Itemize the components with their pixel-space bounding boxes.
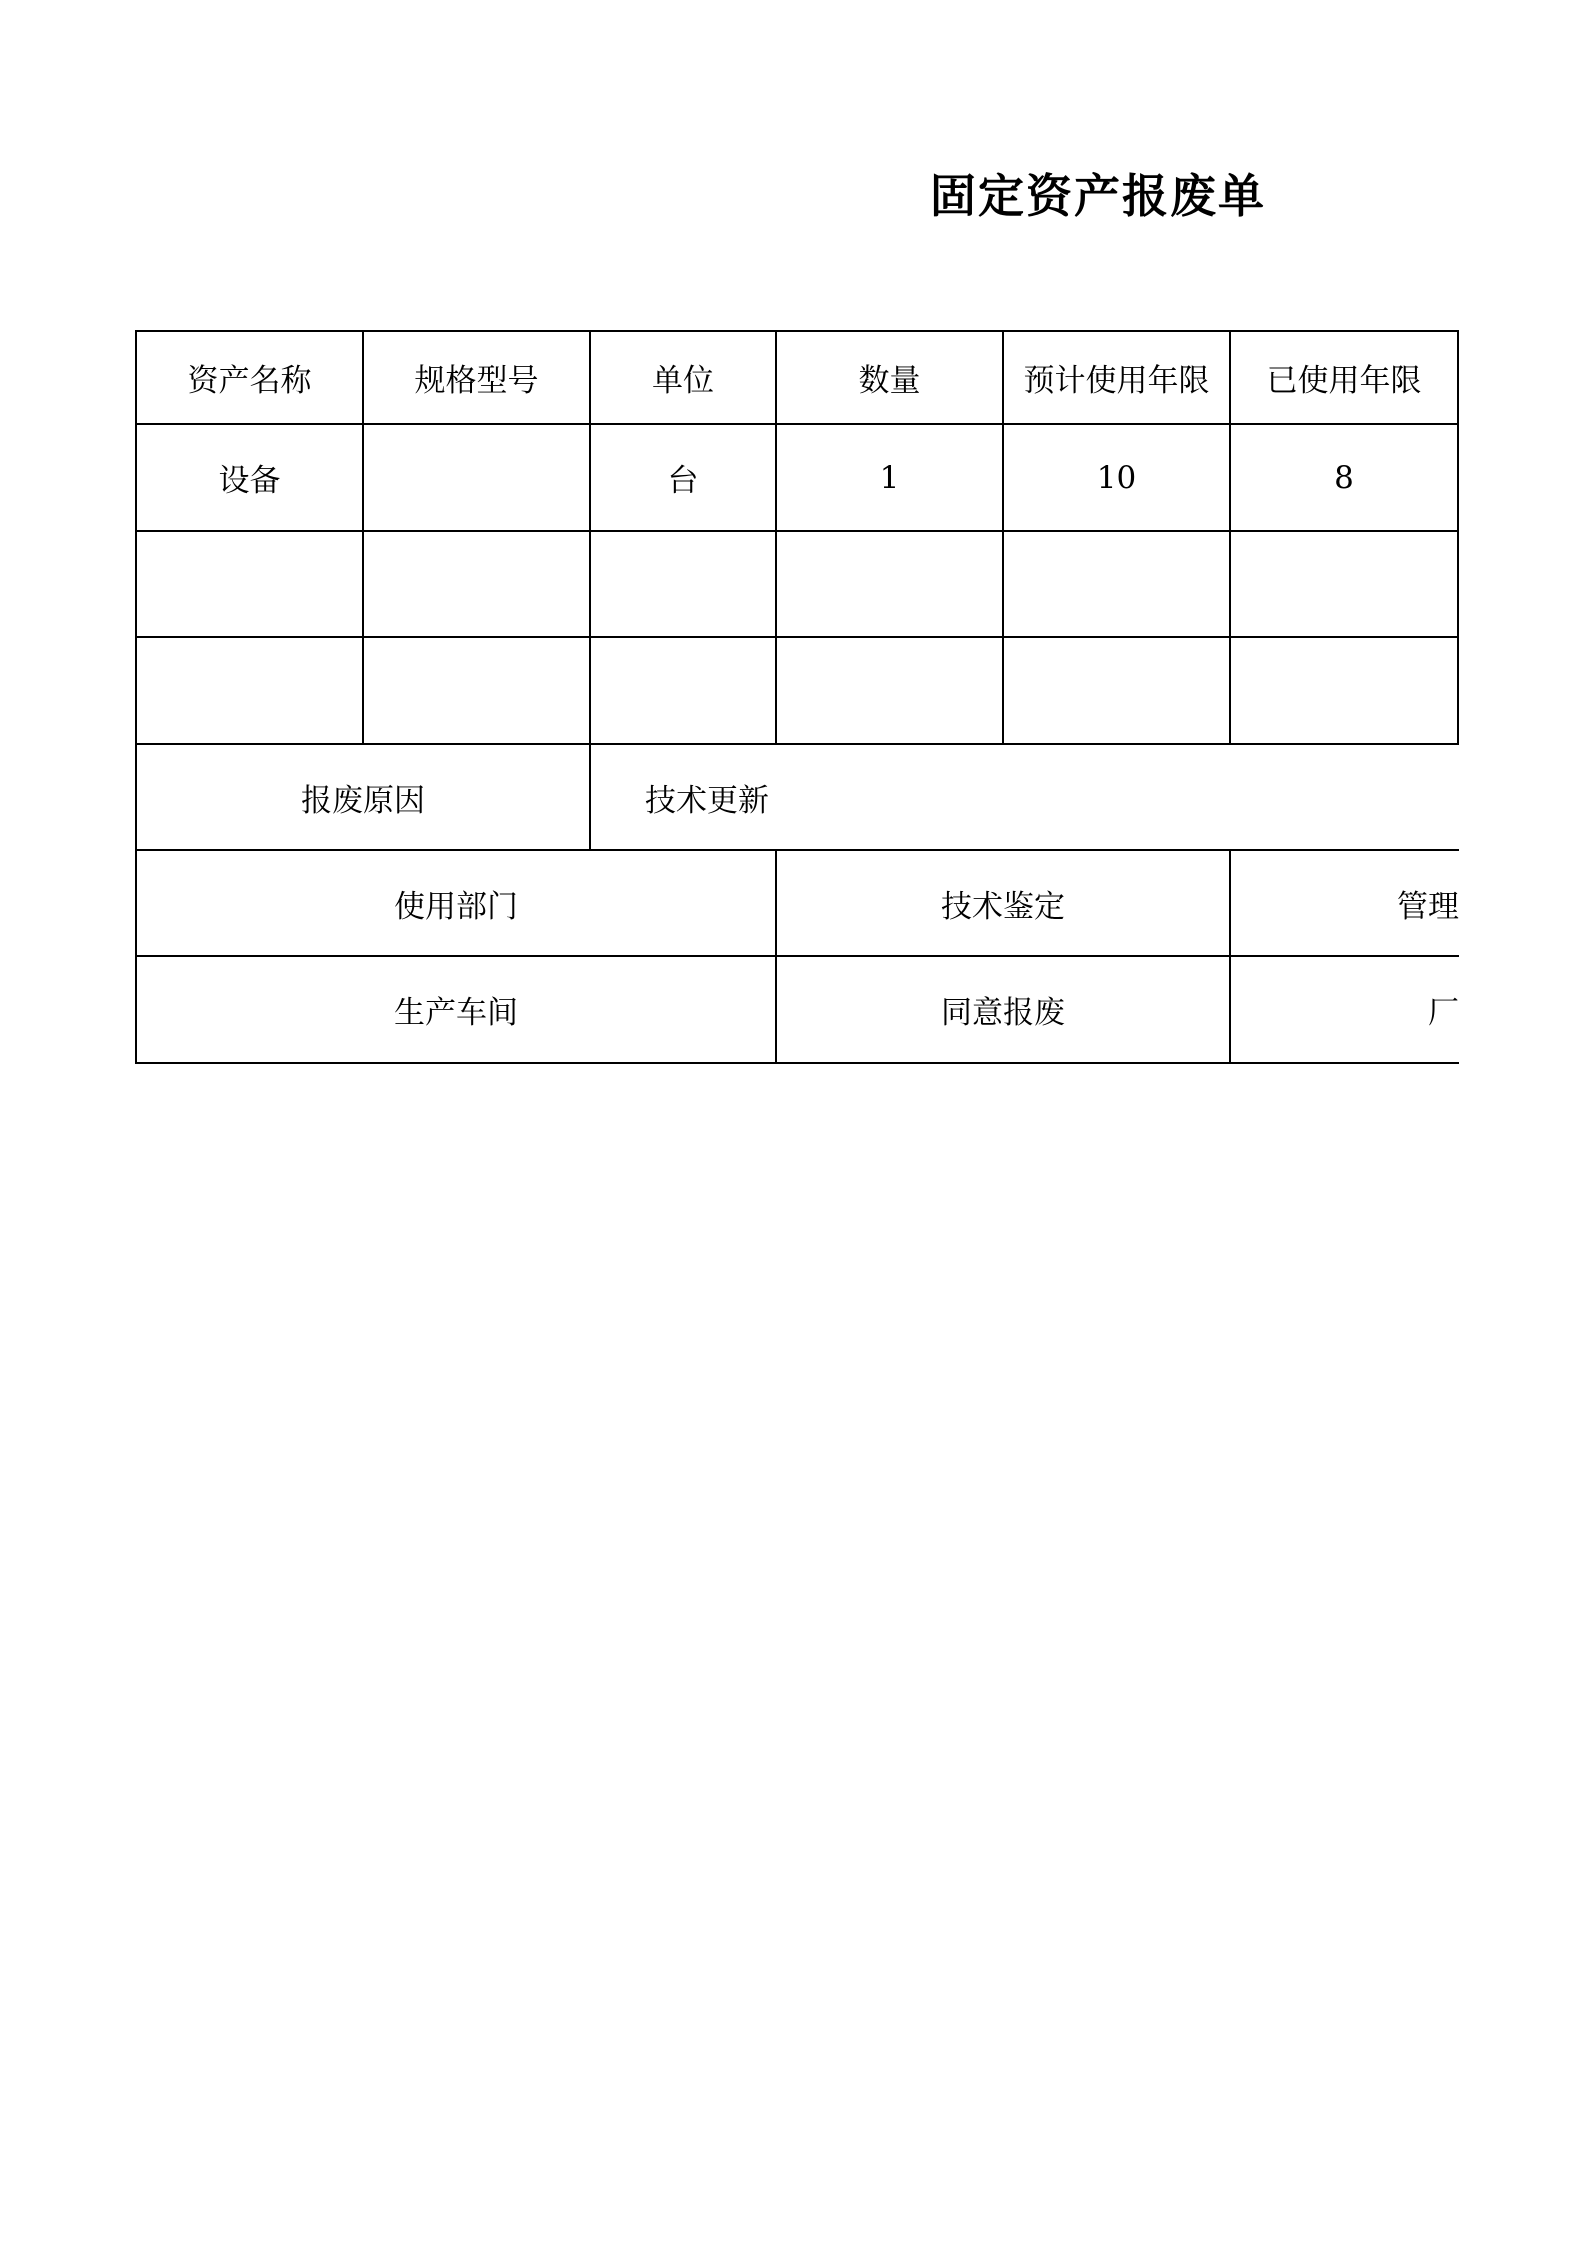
- row1-quantity: 1: [775, 423, 1004, 532]
- row1-spec-model: [362, 423, 591, 532]
- mgmt-label: 管理: [1229, 849, 1459, 957]
- header-spec-model: 规格型号: [362, 330, 591, 425]
- header-expected-years: 预计使用年限: [1002, 330, 1231, 425]
- header-quantity: 数量: [775, 330, 1004, 425]
- row2-used-years: [1229, 530, 1459, 638]
- row2-spec-model: [362, 530, 591, 638]
- header-used-years: 已使用年限: [1229, 330, 1459, 425]
- header-unit: 单位: [589, 330, 777, 425]
- row3-used-years: [1229, 636, 1459, 745]
- header-asset-name: 资产名称: [135, 330, 364, 425]
- row1-unit: 台: [589, 423, 777, 532]
- row3-asset-name: [135, 636, 364, 745]
- tech-value: 同意报废: [775, 955, 1231, 1064]
- row3-expected-years: [1002, 636, 1231, 745]
- dept-value: 生产车间: [135, 955, 777, 1064]
- row2-unit: [589, 530, 777, 638]
- row1-asset-name: 设备: [135, 423, 364, 532]
- tech-label: 技术鉴定: [775, 849, 1231, 957]
- reason-label: 报废原因: [135, 743, 591, 851]
- row1-expected-years: 10: [1002, 423, 1231, 532]
- row2-expected-years: [1002, 530, 1231, 638]
- row1-used-years: 8: [1229, 423, 1459, 532]
- row3-unit: [589, 636, 777, 745]
- form-title: 固定资产报废单: [930, 169, 1266, 223]
- row2-quantity: [775, 530, 1004, 638]
- reason-value: 技术更新: [589, 743, 1459, 851]
- dept-label: 使用部门: [135, 849, 777, 957]
- row3-quantity: [775, 636, 1004, 745]
- mgmt-value: 厂: [1229, 955, 1459, 1064]
- row3-spec-model: [362, 636, 591, 745]
- row2-asset-name: [135, 530, 364, 638]
